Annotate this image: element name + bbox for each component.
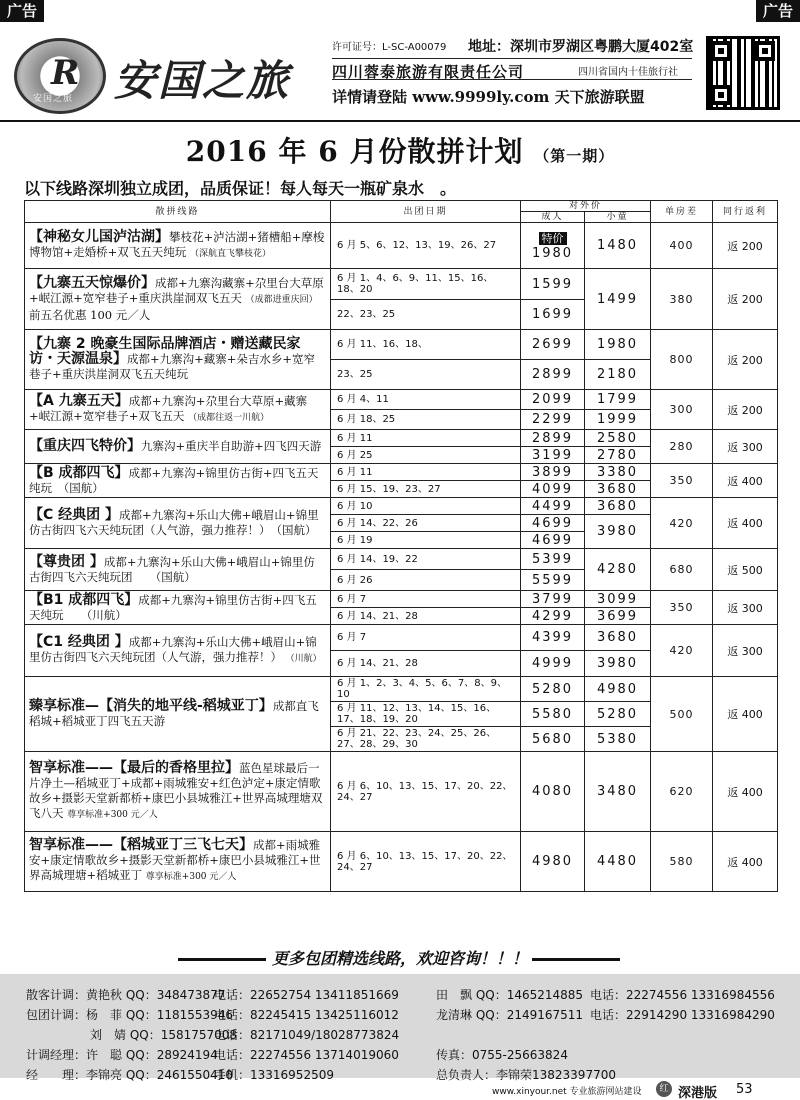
route-name: 【神秘女儿国泸沽湖】 (29, 228, 169, 245)
route-promotion: 前五名优惠 100 元／人 (29, 307, 151, 322)
single-supplement: 420 (651, 498, 713, 549)
agent-rebate: 返 200 (713, 390, 778, 430)
adult-price-value: 2299 (531, 412, 574, 427)
departure-dates: 6 月 1、4、6、9、11、15、16、18、20 (331, 269, 521, 300)
contact-row (26, 1026, 800, 1046)
ad-label-left: 广告 (0, 0, 44, 22)
departure-dates: 6 月 11 (331, 464, 521, 481)
route-cell (25, 430, 331, 464)
route-cell (25, 390, 331, 430)
qr-finder-icon (711, 85, 731, 105)
route-description: 九寨沟+重庆半自助游+四飞四天游 (141, 439, 322, 453)
departure-dates: 6 月 11、12、13、14、15、16、17、18、19、20 (331, 702, 521, 727)
departure-dates: 6 月 5、6、12、13、19、26、27 (331, 223, 521, 269)
contact-entry: 计调经理：许 聪 QQ：28924194 (26, 1048, 218, 1062)
agent-rebate: 返 300 (713, 430, 778, 464)
table-row (25, 625, 778, 651)
edition-name: 深港版 (678, 1086, 718, 1100)
child-price: 3099 (585, 591, 651, 608)
departure-dates: 6 月 10 (331, 498, 521, 515)
contact-row (26, 986, 800, 1006)
departure-dates: 6 月 18、25 (331, 410, 521, 430)
adult-price (521, 727, 585, 752)
route-cell (25, 464, 331, 498)
agent-rebate: 返 200 (713, 330, 778, 390)
contact-entry: 散客计调：黄艳秋 QQ：348473877 (26, 988, 226, 1002)
route-cell (25, 269, 331, 330)
child-price: 3980 (585, 651, 651, 677)
table-row (25, 591, 778, 608)
divider-line (532, 958, 620, 961)
adult-price (521, 832, 585, 892)
adult-price (521, 498, 585, 515)
contact-entry: 电话：22914290 13316984290 (590, 1008, 775, 1022)
contact-row (26, 1006, 800, 1026)
table-row (25, 390, 778, 410)
single-supplement: 420 (651, 625, 713, 677)
route-note: （成都进重庆回） (245, 294, 318, 305)
single-supplement: 350 (651, 591, 713, 625)
table-row (25, 752, 778, 832)
route-cell (25, 223, 331, 269)
adult-price-value: 2899 (531, 430, 574, 446)
footer-website[interactable]: www.xinyour.net 专业旅游网站建设 (492, 1087, 642, 1097)
departure-dates: 6 月 21、22、23、24、25、26、27、28、29、30 (331, 727, 521, 752)
route-cell (25, 591, 331, 625)
adult-price-value: 4499 (531, 498, 574, 514)
route-name: 智享标准——【最后的香格里拉】 (29, 759, 239, 776)
tour-schedule-table (24, 200, 778, 892)
adult-price-value: 1599 (531, 276, 574, 292)
adult-price-value: 4080 (531, 784, 574, 799)
adult-price (521, 677, 585, 702)
agent-rebate: 返 400 (713, 752, 778, 832)
child-price: 2580 (585, 430, 651, 447)
license-number: 许可证号：L-SC-A00079 (332, 42, 447, 53)
slogan: 以下线路深圳独立成团，品质保证！每人每天一瓶矿泉水 。 (24, 179, 457, 198)
route-description: 成都+九寨沟+尕里台大草原+藏寨+岷江源+宽窄巷子+双飞五天 (29, 393, 308, 423)
adult-price (521, 360, 585, 390)
adult-price-value: 5680 (531, 731, 574, 747)
departure-dates: 6 月 14、22、26 (331, 515, 521, 532)
adult-price (521, 625, 585, 651)
adult-price (521, 651, 585, 677)
table-row (25, 677, 778, 702)
route-name: 【B 成都四飞】 (29, 464, 129, 481)
departure-dates: 6 月 4、11 (331, 390, 521, 410)
adult-price (521, 702, 585, 727)
child-price: 5380 (585, 727, 651, 752)
adult-price (521, 549, 585, 570)
page-title (0, 130, 800, 170)
contact-entry: 电话：22274556 13316984556 (590, 988, 775, 1002)
child-price: 1799 (585, 390, 651, 410)
single-supplement: 280 (651, 430, 713, 464)
company-logo (14, 38, 106, 114)
route-name: 【九寨五天惊爆价】 (29, 274, 155, 291)
table-row (25, 430, 778, 447)
adult-price-value: 3799 (531, 591, 574, 607)
adult-price (521, 515, 585, 532)
contact-entry: 传真：0755-25663824 (436, 1048, 568, 1062)
child-price: 3380 (585, 464, 651, 481)
route-cell (25, 752, 331, 832)
departure-dates: 6 月 25 (331, 447, 521, 464)
adult-price-value: 4399 (531, 630, 574, 645)
departure-dates: 6 月 14、21、28 (331, 608, 521, 625)
adult-price-value: 4980 (531, 854, 574, 869)
table-row (25, 330, 778, 360)
route-description: 成都+九寨沟+锦里仿古街+四飞五天纯玩 （川航） (29, 592, 317, 622)
adult-price (521, 464, 585, 481)
adult-price-value: 1699 (531, 307, 574, 322)
header-single-supplement: 单房差 (651, 201, 713, 223)
adult-price-value: 1980 (531, 245, 574, 261)
departure-dates: 6 月 7 (331, 625, 521, 651)
child-price: 1999 (585, 410, 651, 430)
adult-price-value: 2699 (531, 337, 574, 352)
adult-price-value: 2899 (531, 367, 574, 382)
single-supplement: 620 (651, 752, 713, 832)
route-description: 成都+九寨沟+乐山大佛+峨眉山+锦里仿古街四飞六天纯玩团 （国航） (29, 554, 315, 584)
child-price: 3680 (585, 481, 651, 498)
adult-price-value: 4999 (531, 656, 574, 671)
qr-code-icon[interactable] (706, 36, 780, 110)
adult-price-value: 4299 (531, 608, 574, 624)
child-price: 3980 (585, 515, 651, 549)
route-note: （川航） (285, 653, 322, 664)
contact-entry: 电话：82171049/18028773824 (214, 1028, 400, 1042)
qr-finder-icon (755, 41, 775, 61)
route-description: 攀枝花+泸沽湖+猪槽船+摩梭博物馆+走婚桥+双飞五天纯玩 (29, 229, 325, 259)
more-routes-banner: 更多包团精选线路，欢迎咨询！！！ (271, 949, 528, 968)
contact-entry: 电话：22652754 13411851669 (214, 988, 399, 1002)
child-price: 3699 (585, 608, 651, 625)
adult-price-value: 4699 (531, 515, 574, 531)
adult-price (521, 481, 585, 498)
departure-dates: 6 月 11、16、18、 (331, 330, 521, 360)
header-child: 小童 (585, 212, 651, 223)
contact-entry: 电话：82245415 13425116012 (214, 1008, 399, 1022)
agent-rebate: 返 400 (713, 464, 778, 498)
route-cell (25, 677, 331, 752)
contact-entry: 手机：13316952509 (214, 1068, 334, 1082)
adult-price (521, 330, 585, 360)
route-name: 【尊贵团 】 (29, 553, 104, 570)
header-route: 散拼线路 (25, 201, 331, 223)
single-supplement: 350 (651, 464, 713, 498)
table-row (25, 498, 778, 515)
route-name: 【B1 成都四飞】 (29, 591, 139, 608)
header-adult: 成人 (521, 212, 585, 223)
contact-row (26, 1046, 800, 1066)
adult-price (521, 447, 585, 464)
departure-dates: 6 月 19 (331, 532, 521, 549)
adult-price-value: 4699 (531, 532, 574, 548)
route-cell (25, 498, 331, 549)
single-supplement: 580 (651, 832, 713, 892)
table-row (25, 549, 778, 570)
child-price: 4480 (585, 832, 651, 892)
adult-price (521, 390, 585, 410)
header-rebate: 同行返利 (713, 201, 778, 223)
adult-price (521, 608, 585, 625)
agent-rebate: 返 400 (713, 677, 778, 752)
company-rank: 四川省国内十佳旅行社 (578, 67, 678, 78)
route-note: （深航直飞攀枝花） (189, 248, 271, 259)
route-cell (25, 330, 331, 390)
adult-price (521, 752, 585, 832)
adult-price-value: 3899 (531, 464, 574, 480)
departure-dates: 6 月 26 (331, 570, 521, 591)
single-supplement: 800 (651, 330, 713, 390)
route-description: 成都直飞稻城+稻城亚丁四飞五天游 (29, 699, 319, 728)
adult-price (521, 300, 585, 330)
table-row (25, 464, 778, 481)
route-description: 蓝色星球最后一片净土—稻城亚丁+成都+雨城雅安+红色泸定+康定情歌故乡+摄影天堂新都桥+康巴小县城雅江+世界高城理塘双飞八天 (29, 760, 323, 820)
adult-price (521, 223, 585, 269)
contact-panel (0, 974, 800, 1082)
adult-price-value: 5580 (531, 706, 574, 722)
child-price: 2180 (585, 360, 651, 390)
route-name: 【C1 经典团 】 (29, 633, 129, 650)
agent-rebate: 返 300 (713, 625, 778, 677)
child-price: 3480 (585, 752, 651, 832)
single-supplement: 380 (651, 269, 713, 330)
route-name: 【九寨 2 晚豪生国际品牌酒店・赠送藏民家访・天源温泉】 (29, 336, 301, 367)
departure-dates: 23、25 (331, 360, 521, 390)
route-name: 智享标准——【稻城亚丁三飞七天】 (29, 837, 253, 853)
departure-dates: 6 月 14、21、28 (331, 651, 521, 677)
contact-entry: 龙清琳 QQ：2149167511 (436, 1008, 584, 1022)
single-supplement: 400 (651, 223, 713, 269)
route-cell (25, 832, 331, 892)
route-name: 【A 九寨五天】 (29, 392, 129, 409)
footer (0, 1078, 800, 1100)
contact-entry: 电话：22274556 13714019060 (214, 1048, 399, 1062)
child-price: 1499 (585, 269, 651, 330)
single-supplement: 300 (651, 390, 713, 430)
brand-name: 安国之旅 (114, 56, 291, 105)
child-price: 3680 (585, 625, 651, 651)
adult-price (521, 430, 585, 447)
route-description: 成都+九寨沟+锦里仿古街+四飞五天纯玩 （国航） (29, 465, 319, 495)
adult-price-value: 2099 (531, 392, 574, 407)
ad-label-right: 广告 (756, 0, 800, 22)
single-supplement: 500 (651, 677, 713, 752)
departure-dates: 6 月 11 (331, 430, 521, 447)
agent-rebate: 返 200 (713, 223, 778, 269)
departure-dates: 6 月 7 (331, 591, 521, 608)
contact-entry: 总负责人：李锦荣13823397700 (436, 1068, 616, 1082)
header (0, 30, 800, 118)
contact-entry: 经 理：李锦亮 QQ：2461550410 (26, 1068, 234, 1082)
route-description: 成都+九寨沟藏寨+尕里台大草原+岷江源+宽窄巷子+重庆洪崖洞双飞五天 (29, 275, 324, 305)
header-date: 出团日期 (331, 201, 521, 223)
route-description: 成都+九寨沟+藏寨+朵吉水乡+宽窄巷子+重庆洪崖洞双飞五天纯玩 (29, 352, 316, 381)
route-note: 尊享标准+300 元／人 (145, 872, 237, 882)
route-description: 成都+雨城雅安+康定情歌故乡+摄影天堂新都桥+康巴小县城雅江+世界高城理塘+稻城亚丁 (29, 838, 321, 882)
adult-price (521, 591, 585, 608)
child-price: 4280 (585, 549, 651, 591)
agent-rebate: 返 300 (713, 591, 778, 625)
page-number: 53 (736, 1082, 753, 1097)
logo-letter: R (51, 53, 80, 93)
edition-badge-icon: 红 (656, 1081, 672, 1097)
departure-dates: 6 月 6、10、13、15、17、20、22、24、27 (331, 752, 521, 832)
adult-price (521, 410, 585, 430)
contact-entry: 刘 婧 QQ：1581757008 (90, 1028, 238, 1042)
agent-rebate: 返 400 (713, 832, 778, 892)
title-main: 2016 年 6 月份散拼计划 (185, 135, 524, 168)
adult-price (521, 570, 585, 591)
adult-price-value: 5280 (531, 681, 574, 697)
agent-rebate: 返 200 (713, 269, 778, 330)
header-price: 对外价 (521, 201, 651, 212)
child-price: 4980 (585, 677, 651, 702)
adult-price-value: 5599 (531, 572, 574, 588)
header-divider (0, 120, 800, 122)
table-row (25, 269, 778, 300)
route-name: 【重庆四飞特价】 (29, 438, 141, 454)
table-row (25, 223, 778, 269)
child-price: 3680 (585, 498, 651, 515)
route-note: （成都往返一川航） (188, 412, 270, 423)
company-bar (332, 58, 692, 80)
agent-rebate: 返 400 (713, 498, 778, 549)
route-cell (25, 625, 331, 677)
departure-dates: 6 月 6、10、13、15、17、20、22、24、27 (331, 832, 521, 892)
departure-dates: 6 月 1、2、3、4、5、6、7、8、9、10 (331, 677, 521, 702)
title-sub: （第一期） (534, 147, 615, 165)
route-note: 尊享标准+300 元／人 (67, 809, 158, 820)
table-row (25, 832, 778, 892)
adult-price (521, 532, 585, 549)
special-price-badge: 特价 (539, 232, 567, 245)
agent-rebate: 返 500 (713, 549, 778, 591)
contact-entry: 田 飘 QQ：1465214885 (436, 988, 584, 1002)
route-name: 臻享标准—【消失的地平线-稻城亚丁】 (29, 698, 273, 714)
adult-price-value: 3199 (531, 447, 574, 463)
route-description: 成都+九寨沟+乐山大佛+峨眉山+锦里仿古街四飞六天纯玩团（人气游，强力推荐！） （国航） (29, 508, 319, 537)
child-price: 1980 (585, 330, 651, 360)
departure-dates: 6 月 14、19、22 (331, 549, 521, 570)
child-price: 2780 (585, 447, 651, 464)
company-name: 四川蓉泰旅游有限责任公司 (332, 63, 525, 81)
child-price: 5280 (585, 702, 651, 727)
departure-dates: 6 月 15、19、23、27 (331, 481, 521, 498)
logo-subtext: 安国之旅 (33, 94, 74, 104)
adult-price-value: 4099 (531, 481, 574, 497)
adult-price (521, 269, 585, 300)
qr-finder-icon (711, 41, 731, 61)
route-description: 成都+九寨沟+乐山大佛+峨眉山+锦里仿古街四飞六天纯玩团（人气游，强力推荐！） (29, 634, 317, 664)
route-name: 【C 经典团 】 (29, 507, 120, 523)
single-supplement: 680 (651, 549, 713, 591)
route-cell (25, 549, 331, 591)
departure-dates: 22、23、25 (331, 300, 521, 330)
address: 地址：深圳市罗湖区粤鹏大厦402室 (468, 39, 694, 55)
adult-price-value: 5399 (531, 551, 574, 567)
contact-entry: 包团计调：杨 菲 QQ：1181553946 (26, 1008, 234, 1022)
child-price: 1480 (585, 223, 651, 269)
website-line[interactable]: 详情请登陆 www.9999ly.com 天下旅游联盟 (332, 88, 645, 106)
